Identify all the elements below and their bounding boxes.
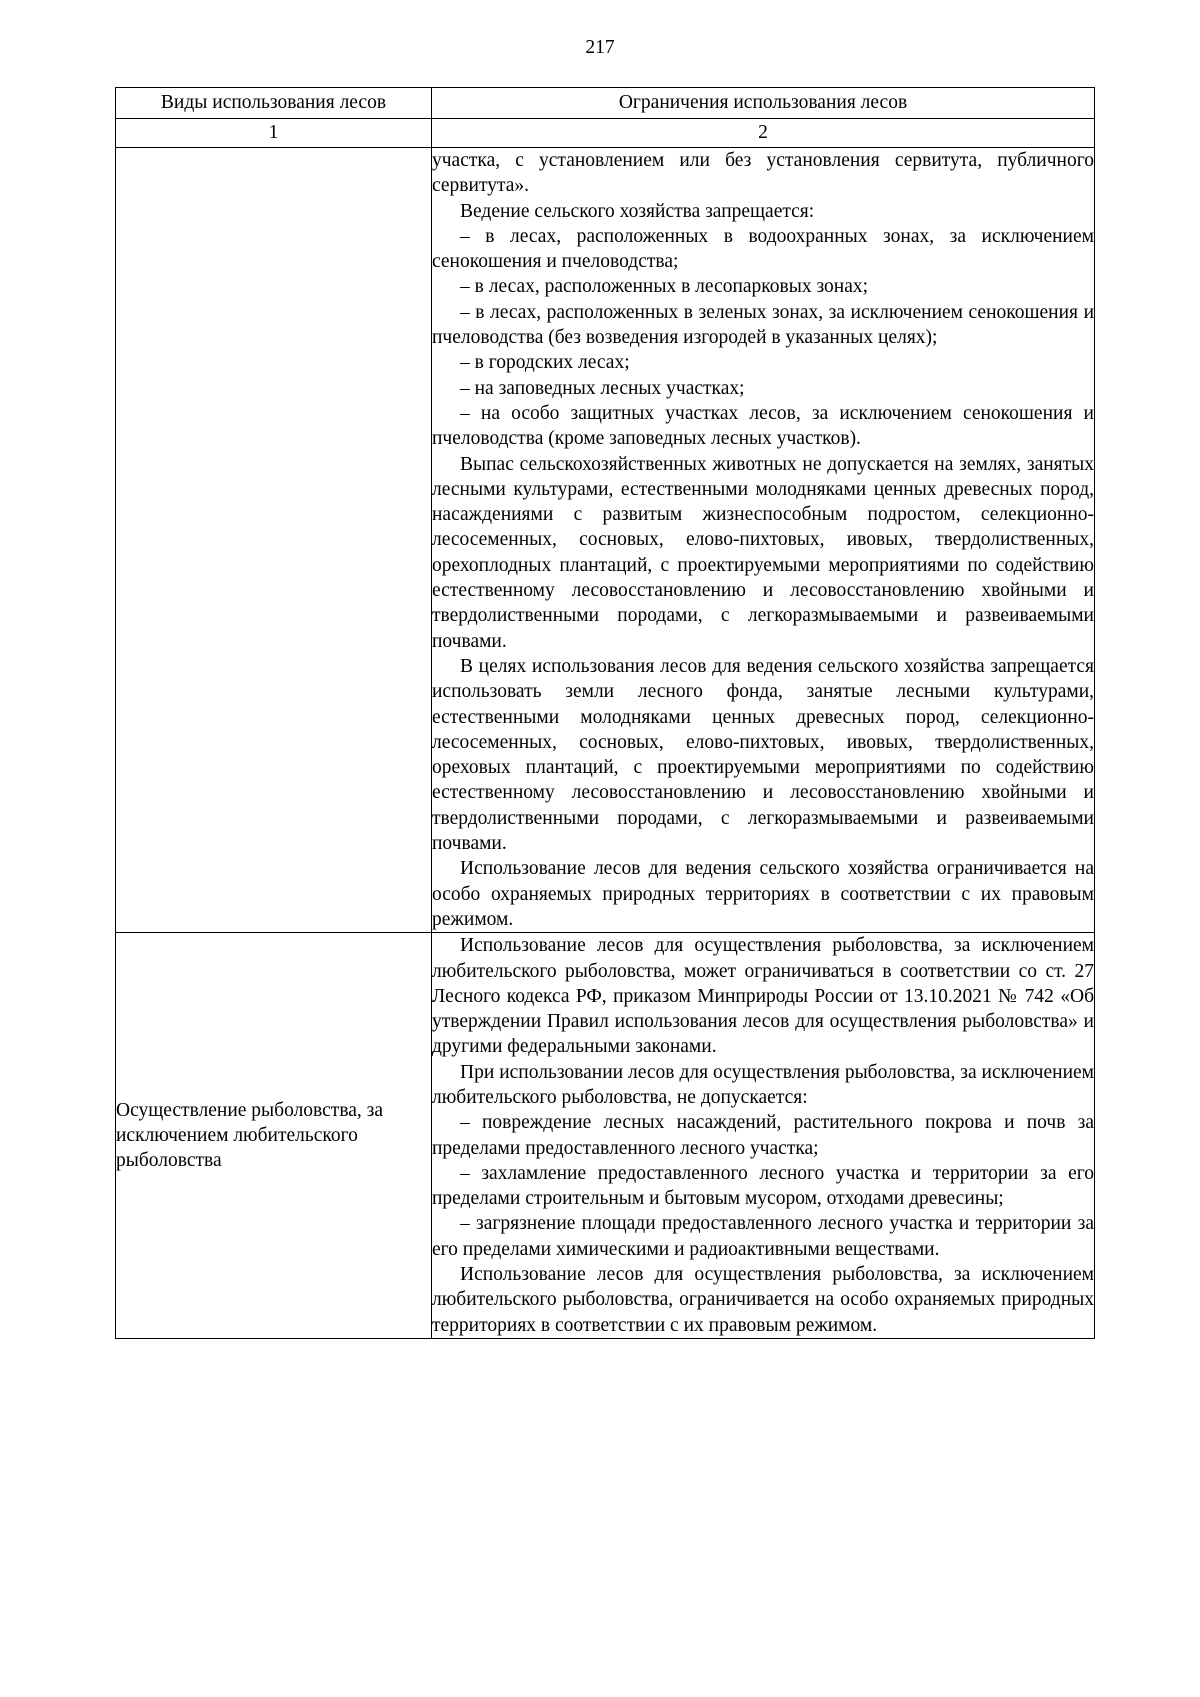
restriction-list-item: – в городских лесах; bbox=[460, 352, 630, 374]
restriction-paragraph: Ведение сельского хозяйства запрещается: bbox=[460, 200, 815, 222]
column-number-2: 2 bbox=[432, 119, 1095, 148]
forest-use-type-cell bbox=[116, 148, 432, 933]
forest-use-type-cell bbox=[116, 933, 432, 1339]
restriction-paragraph: Использование лесов для осуществления рыболовства, за исключением любительского рыболовства, ограничивается на особо охраняемых природных территориях в соответствии с их правовым режимом. bbox=[432, 1264, 1094, 1336]
column-numbering-row bbox=[116, 119, 1095, 148]
page-number: 217 bbox=[585, 37, 615, 58]
restriction-list-item: – в лесах, расположенных в зеленых зонах, за исключением сенокошения и пчеловодства (без возведения изгородей в указанных целях); bbox=[432, 301, 1094, 349]
restriction-paragraph: При использовании лесов для осуществления рыболовства, за исключением любительского рыболовства, не допускается: bbox=[432, 1061, 1094, 1108]
restrictions-cell bbox=[432, 933, 1095, 1339]
restriction-list-item: – в лесах, расположенных в лесопарковых зонах; bbox=[460, 276, 869, 298]
table-row-fishing bbox=[116, 933, 1095, 1339]
forest-use-restrictions-table bbox=[115, 87, 1095, 1339]
restriction-paragraph: Выпас сельскохозяйственных животных не допускается на землях, занятых лесными культурами, естественными молодняками ценных древесных пород, насаждениями с развитым жизнеспособным подростом, селекционно-лесосеменных, сосновых, елово-пихтовых, ивовых, твердолиственных, орехоплодных плантаций, с проектируемыми мероприятиями по содействию естественному лесовосстановлению и лесовосстановлению хвойными и твердолиственными породами, с легкоразмываемыми и развеиваемыми почвами. bbox=[432, 453, 1094, 652]
table-row-agriculture bbox=[116, 148, 1095, 933]
restriction-list-item: – захламление предоставленного лесного участка и территории за его пределами строительным и бытовым мусором, отходами древесины; bbox=[432, 1162, 1094, 1210]
restriction-list-item: – на заповедных лесных участках; bbox=[460, 377, 745, 399]
forest-use-type-label: Осуществление рыболовства, за исключением любительского рыболовства bbox=[116, 1099, 384, 1172]
restriction-paragraph: участка, с установлением или без установления сервитута, публичного сервитута». bbox=[432, 150, 1094, 197]
column-number-1: 1 bbox=[116, 119, 432, 148]
restriction-paragraph: Использование лесов для ведения сельского хозяйства ограничивается на особо охраняемых природных территориях в соответствии с их правовым режимом. bbox=[432, 858, 1094, 930]
header-forest-use-types: Виды использования лесов bbox=[116, 88, 432, 119]
restriction-paragraph: Использование лесов для осуществления рыболовства, за исключением любительского рыболовства, может ограничиваться в соответствии со ст. 27 Лесного кодекса РФ, приказом Минприроды России от 13.10.2021 № 742 «Об утверждении Правил использования лесов для осуществления рыболовства» и другими федеральными законами. bbox=[432, 935, 1094, 1058]
restriction-list-item: – в лесах, расположенных в водоохранных зонах, за исключением сенокошения и пчеловодства; bbox=[432, 225, 1094, 273]
restriction-list-item: – на особо защитных участках лесов, за исключением сенокошения и пчеловодства (кроме заповедных лесных участков). bbox=[432, 402, 1094, 450]
restrictions-cell bbox=[432, 148, 1095, 933]
restriction-list-item: – повреждение лесных насаждений, растительного покрова и почв за пределами предоставленного лесного участка; bbox=[432, 1112, 1094, 1159]
header-forest-use-restrictions: Ограничения использования лесов bbox=[432, 88, 1095, 119]
table-header-row bbox=[116, 88, 1095, 119]
restriction-list-item: – загрязнение площади предоставленного лесного участка и территории за его пределами химическими и радиоактивными веществами. bbox=[432, 1213, 1094, 1260]
restriction-paragraph: В целях использования лесов для ведения сельского хозяйства запрещается использовать земли лесного фонда, занятые лесными культурами, естественными молодняками ценных древесных пород, селекционно-лесосеменных, сосновых, елово-пихтовых, ивовых, твердолиственных, ореховых плантаций, с проектируемыми мероприятиями по содействию естественному лесовосстановлению и лесовосстановлению хвойными и твердолиственными породами, с легкоразмываемыми и развеиваемыми почвами. bbox=[432, 655, 1094, 855]
